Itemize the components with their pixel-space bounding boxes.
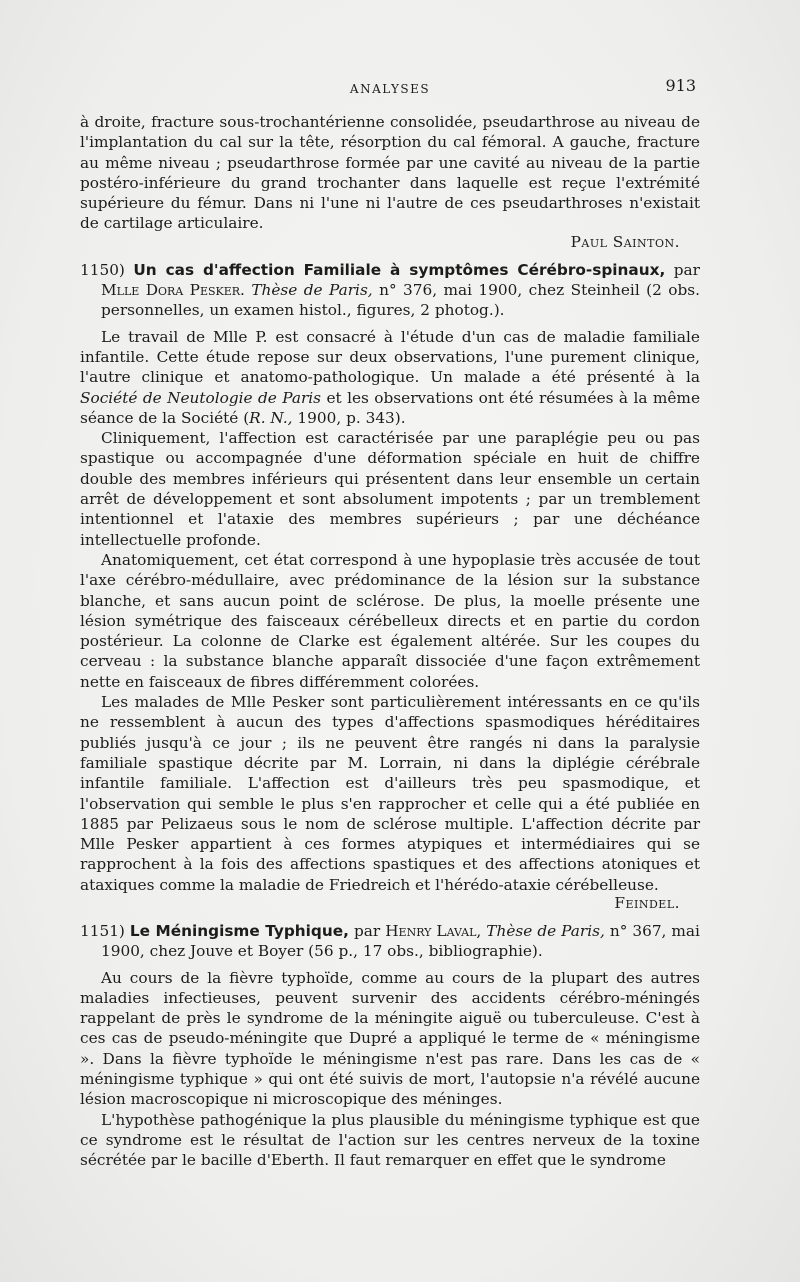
entry-author: Henry Laval, xyxy=(385,921,482,940)
entry-details: n° 367, mai 1900, chez Jouve et Boyer (56 p., 17 obs., bibliographie). xyxy=(101,921,700,961)
running-head: ANALYSES xyxy=(349,82,431,96)
entry-number: 1151) xyxy=(80,921,125,940)
page-number: 913 xyxy=(665,76,696,95)
entry-author: Mlle Dora Pesker. xyxy=(101,281,245,300)
entry-details: n° 376, mai 1900, chez Steinheil (2 obs. personnelles, un examen histol., figures, 2 photog.). xyxy=(101,281,700,320)
entry-1150-paragraph-3: Anatomiquement, cet état correspond à une hypoplasie très accusée de tout l'axe cérébro-médullaire, avec prédominance de la lésion sur la substance blanche, et sans aucun point de sclérose. De plus, la moelle présente une lésion symétrique des faisceaux cérébelleux directs et en partie du cordon postérieur. La colonne de Clarke est également altérée. Sur les coupes du cerveau : la substance blanche apparaît dissociée d'une façon extrêmement nette en faisceaux de fibres différemment colorées. xyxy=(80,550,700,691)
entry-1150-paragraph-1 xyxy=(80,327,700,428)
entry-1150-paragraph-2: Cliniquement, l'affection est caractérisée par une paraplégie peu ou pas spastique ou accompagnée d'une déformation spéciale en huit de chiffre double des membres inférieurs qui présentent dans leur ensemble un certain arrêt de développement et sont absolument impotents ; par un tremblement intentionnel et l'ataxie des membres supérieurs ; par une déchéance intellectuelle profonde. xyxy=(80,429,700,549)
text-run: et les observations ont été résumées à la même séance de la Société ( xyxy=(80,388,700,427)
entry-1150-paragraph-4: Les malades de Mlle Pesker sont particulièrement intéressants en ce qu'ils ne ressemblent à aucun des types d'affections spasmodiques héréditaires publiés jusqu'à ce jour ; ils ne peuvent être rangés ni dans la paralysie familiale spastique décrite par M. Lorrain, ni dans la diplégie cérébrale infantile familiale. L'affection est d'ailleurs très peu spasmodique, et l'observation qui semble le plus s'en rapprocher et celle qui a été publiée en 1885 par Pelizaeus sous le nom de sclérose multiple. L'affection décrite par Mlle Pesker appartient à ces formes atypiques et intermédiaires qui se rapprochent à la fois des affections spastiques et des affections atoniques et ataxiques comme la maladie de Friedreich et l'hérédo-ataxie cérébelleuse. xyxy=(80,693,700,894)
entry-title: Un cas d'affection Familiale à symptômes Cérébro-spinaux, xyxy=(133,260,666,279)
entry-by: par xyxy=(353,921,381,940)
entry-number: 1150) xyxy=(80,260,125,279)
intro-paragraph: à droite, fracture sous-trochantérienne consolidée, pseudarthrose au niveau de l'implantation du cal sur la tête, résorption du cal fémoral. A gauche, fracture au même niveau ; pseudarthrose formée par une cavité au niveau de la partie postéro-inférieure du grand trochanter dans laquelle est reçue l'extrémité supérieure du fémur. Dans ni l'une ni l'autre de ces pseudarthroses n'existait de cartilage articulaire. xyxy=(80,113,700,233)
entry-1150-heading xyxy=(80,260,700,321)
entry-source: Thèse de Paris, xyxy=(251,281,373,300)
signature-sainton: Paul Sainton. xyxy=(570,232,680,251)
text-run: Le travail de Mlle P. est consacré à l'étude d'un cas de maladie familiale infantile. Cette étude repose sur deux observations, l'une purement clinique, l'autre clinique et anatomo-pathologique. Un malade a été présenté à la xyxy=(80,327,700,387)
entry-1151-paragraph-2: L'hypothèse pathogénique la plus plausible du méningisme typhique est que ce syndrome est le résultat de l'action sur les centres nerveux de la toxine sécrétée par le bacille d'Eberth. Il faut remarquer en effet que le syndrome xyxy=(80,1110,700,1170)
entry-source: Thèse de Paris, xyxy=(486,921,605,940)
entry-1151-paragraph-1: Au cours de la fièvre typhoïde, comme au cours de la plupart des autres maladies infectieuses, peuvent survenir des accidents cérébro-méningés rappelant de près le syndrome de la méningite aiguë ou tuberculeuse. C'est à ces cas de pseudo-méningite que Dupré a appliqué le terme de « méningisme ». Dans la fièvre typhoïde le méningisme n'est pas rare. Dans les cas de « méningisme typhique » qui ont été suivis de mort, l'autopsie n'a révélé aucune lésion macroscopique ni microscopique des méninges. xyxy=(80,968,700,1109)
entry-by: par xyxy=(673,260,700,279)
reference: R. N., xyxy=(249,408,293,427)
text-run: 1900, p. 343). xyxy=(297,408,406,427)
page-header xyxy=(80,76,700,100)
page-body xyxy=(80,112,700,1171)
society-name: Société de Neutologie de Paris xyxy=(80,388,322,407)
entry-1151-heading xyxy=(80,921,700,962)
entry-title: Le Méningisme Typhique, xyxy=(129,921,349,940)
signature-feindel: Feindel. xyxy=(614,893,680,912)
